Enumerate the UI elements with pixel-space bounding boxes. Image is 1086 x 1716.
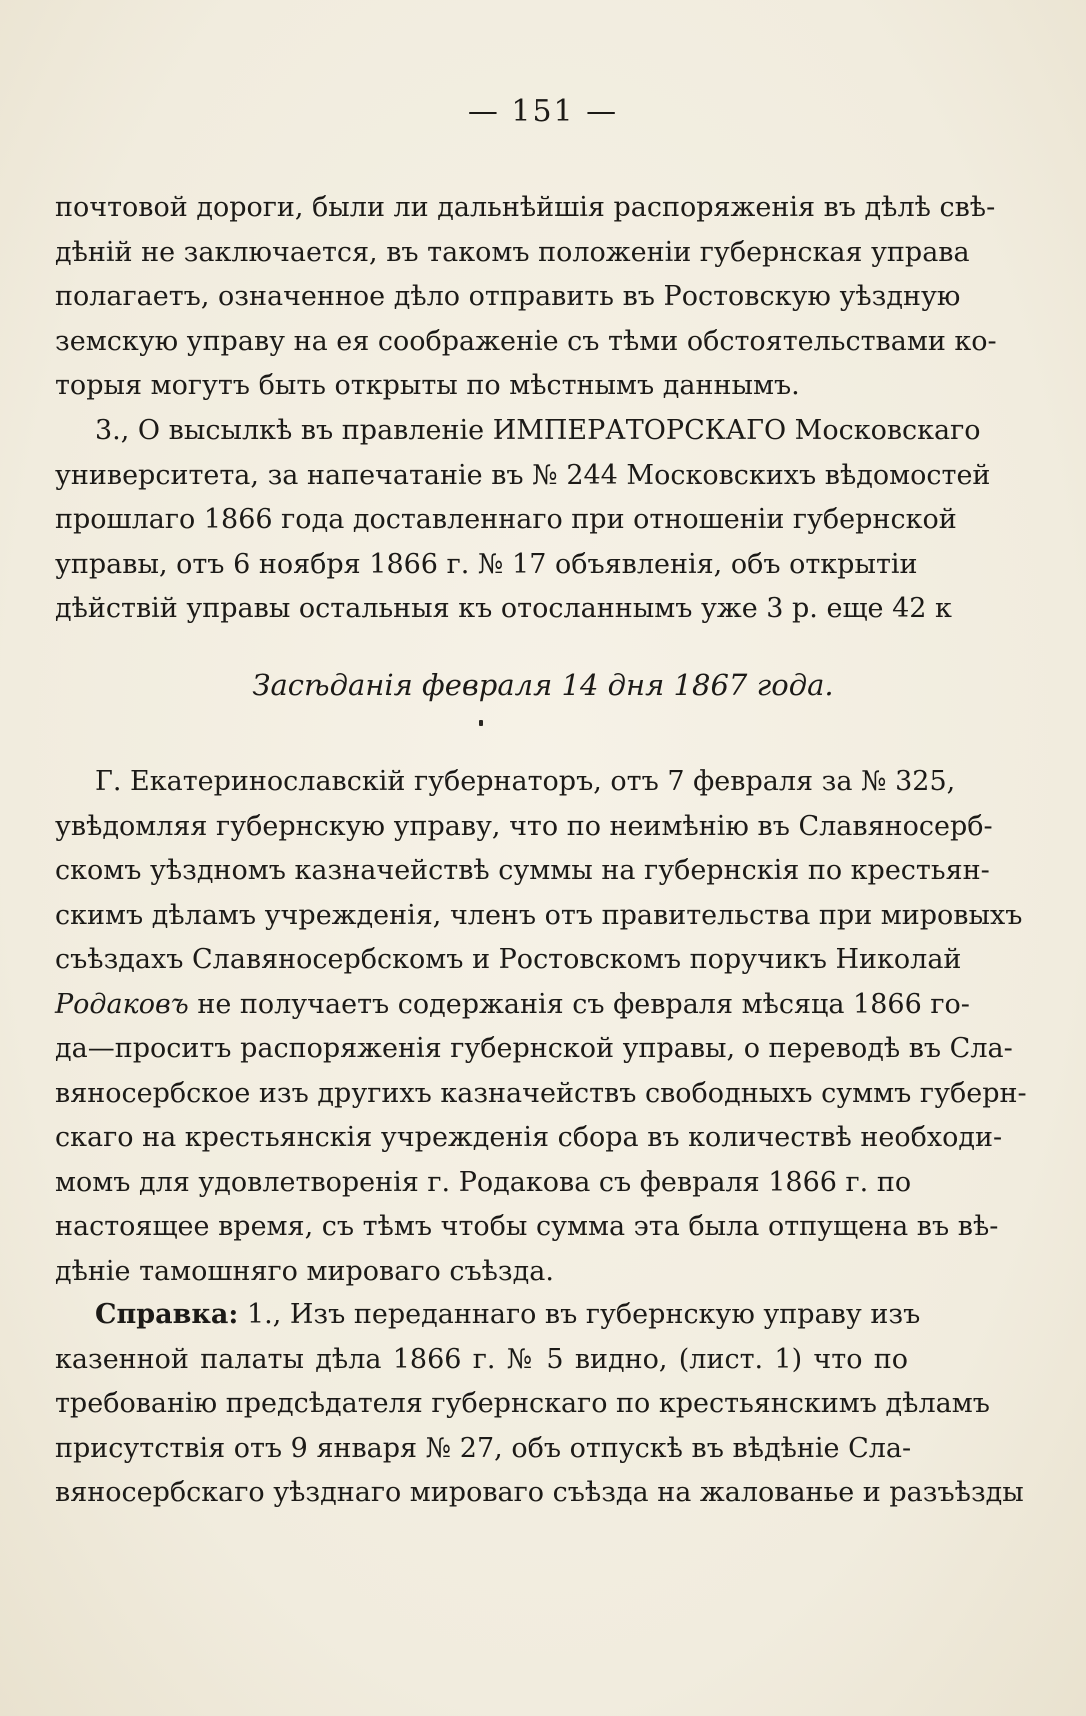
text-line xyxy=(55,1293,921,1338)
text-line: вяносербскаго уѣзднаго мироваго съѣзда на жалованье и разъѣзды xyxy=(55,1477,1024,1508)
text-line: требованію предсѣдателя губернскаго по крестьянскимъ дѣламъ xyxy=(55,1388,990,1419)
page-number: — 151 — xyxy=(467,94,619,129)
text-line: да—проситъ распоряженія губернской управы, о переводѣ въ Сла- xyxy=(55,1033,1013,1064)
paragraph-item-3 xyxy=(55,409,991,632)
text-line: увѣдомляя губернскую управу, что по неимѣнію въ Славяносерб- xyxy=(55,810,993,842)
text-fragment: не получаетъ содержанія съ февраля мѣсяца 1866 го- xyxy=(188,988,970,1020)
text-line: торыя могутъ быть открыты по мѣстнымъ даннымъ. xyxy=(55,370,800,401)
text-line: земскую управу на ея соображеніе съ тѣми обстоятельствами ко- xyxy=(55,325,997,357)
text-line: скомъ уѣздномъ казначействѣ суммы на губернскія по крестьян- xyxy=(55,855,990,886)
text-line: почтовой дороги, были ли дальнѣйшія распоряженія въ дѣлѣ свѣ- xyxy=(55,192,996,223)
text-line: момъ для удовлетворенія г. Родакова съ февраля 1866 г. по xyxy=(55,1166,912,1198)
text-line: дѣйствій управы остальныя къ отосланнымъ уже 3 р. еще 42 к xyxy=(55,593,952,624)
text-line: скаго на крестьянскія учрежденія сбора въ количествѣ необходи- xyxy=(55,1122,1003,1153)
paragraph-governor-letter xyxy=(55,760,1027,1294)
text-line: полагаетъ, означенное дѣло отправить въ Ростовскую уѣздную xyxy=(55,281,961,312)
text-line: дѣніе тамошняго мироваго съѣзда. xyxy=(55,1255,554,1287)
text-line: казенной палаты дѣла 1866 г. № 5 видно, (лист. 1) что по xyxy=(55,1343,908,1375)
text-line: прошлаго 1866 года доставленнаго при отношеніи губернской xyxy=(55,504,957,535)
text-line: вяносербское изъ другихъ казначействъ свободныхъ суммъ губерн- xyxy=(55,1077,1027,1109)
text-line: настоящее время, съ тѣмъ чтобы сумма эта была отпущена въ вѣ- xyxy=(55,1211,999,1242)
text-line: университета, за напечатаніе въ № 244 Московскихъ вѣдомостей xyxy=(55,459,991,491)
text-line: 3., О высылкѣ въ правленіе ИМПЕРАТОРСКАГО Московскаго xyxy=(95,415,981,446)
paragraph-reference-note xyxy=(55,1293,1024,1516)
ornament-dot xyxy=(479,720,483,726)
paragraph-continuation xyxy=(55,186,997,409)
text-line: управы, отъ 6 ноября 1866 г. № 17 объявленія, объ открытіи xyxy=(55,548,918,580)
text-fragment: 1., Изъ переданнаго въ губернскую управу изъ xyxy=(238,1299,921,1330)
text-line xyxy=(55,983,970,1028)
text-line: съѣздахъ Славяносербскомъ и Ростовскомъ поручикъ Николай xyxy=(55,944,962,975)
text-line: Г. Екатеринославскій губернаторъ, отъ 7 февраля за № 325, xyxy=(95,766,956,797)
text-line: скимъ дѣламъ учрежденія, членъ отъ правительства при мировыхъ xyxy=(55,899,1023,931)
reference-label: Справка: xyxy=(95,1299,239,1330)
italic-surname: Родаковъ xyxy=(55,988,189,1020)
text-line: дѣній не заключается, въ такомъ положеніи губернская управа xyxy=(55,236,970,268)
text-line: присутствія отъ 9 января № 27, объ отпускѣ въ вѣдѣніе Сла- xyxy=(55,1432,912,1464)
section-heading: Засѣданія февраля 14 дня 1867 года. xyxy=(252,668,834,702)
